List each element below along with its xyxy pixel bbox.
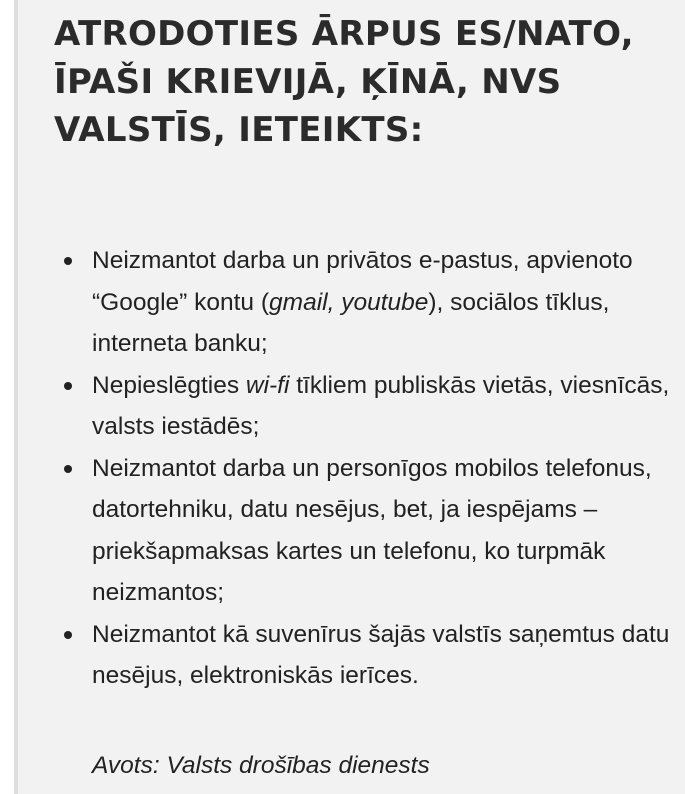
item-text: tīkliem publiskās vietās, viesnīcās, valsts iestādēs;	[92, 371, 670, 440]
recommendations-list	[54, 240, 674, 697]
bullet-icon	[64, 257, 72, 265]
list-item	[54, 614, 674, 697]
bullet-icon	[64, 465, 72, 473]
item-text: Nepieslēgties	[92, 371, 246, 399]
item-text: Neizmantot kā suvenīrus šajās valstīs saņemtus datu nesējus, elektroniskās ierīces.	[92, 620, 670, 689]
bullet-icon	[64, 382, 72, 390]
section-heading: ATRODOTIES ĀRPUS ES/NATO, ĪPAŠI KRIEVIJĀ, ĶĪNĀ, NVS VALSTĪS, IETEIKTS:	[54, 14, 634, 150]
bullet-icon	[64, 631, 72, 639]
list-item	[54, 240, 674, 365]
item-text: Neizmantot darba un privātos e-pastus, apvienoto “Google” kontu (	[92, 247, 633, 316]
item-emphasis: gmail, youtube	[269, 288, 429, 316]
info-box	[14, 0, 685, 794]
list-item	[54, 365, 674, 448]
item-text: Neizmantot darba un personīgos mobilos telefonus, datortehniku, datu nesējus, bet, ja iespējams – priekšapmaksas kartes un telefonu, ko turpmāk neizmantos;	[92, 454, 652, 606]
source-note: Avots: Valsts drošības dienests	[92, 752, 430, 779]
list-item	[54, 448, 674, 614]
item-text: ), sociālos tīklus, interneta banku;	[92, 288, 610, 357]
item-emphasis: wi-fi	[245, 371, 290, 399]
